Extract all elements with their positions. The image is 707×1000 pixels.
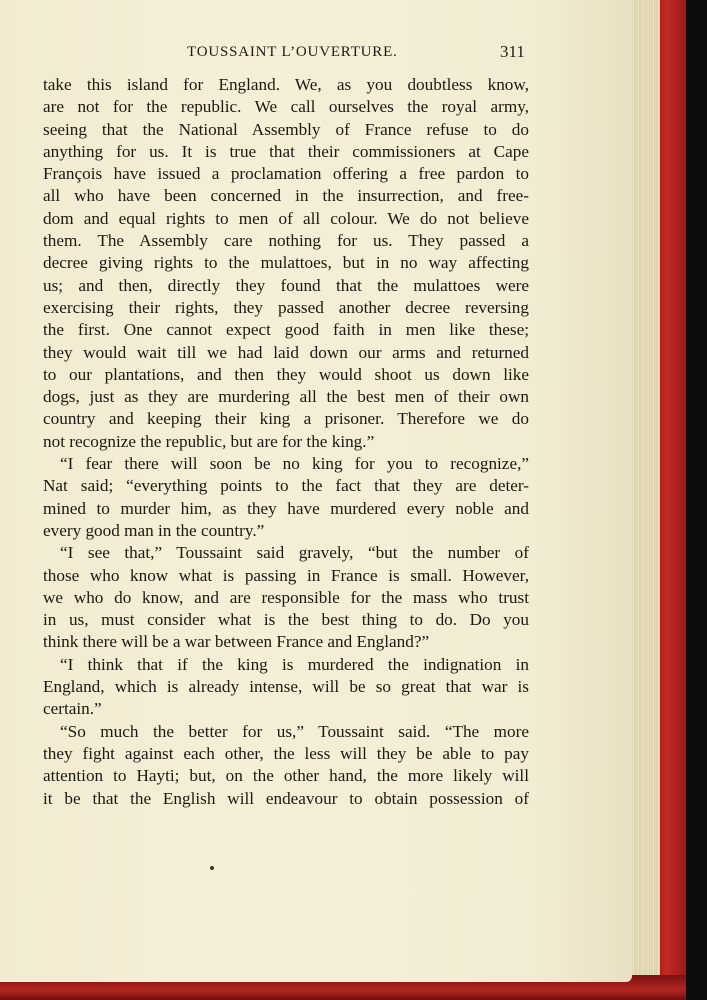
text-line: think there will be a war between France and England?” (43, 632, 430, 652)
text-line: take this island for England. We, as you doubtless know, (43, 75, 529, 94)
body-text (43, 74, 529, 810)
text-line: the first. One cannot expect good faith in men like these; (43, 320, 529, 340)
text-line: we who do know, and are responsible for the mass who trust (43, 587, 529, 607)
text-line: attention to Hayti; but, on the other hand, the more likely will (43, 766, 529, 786)
text-line: not recognize the republic, but are for the king.” (43, 431, 375, 451)
text-line: they would wait till we had laid down our arms and returned (43, 342, 529, 362)
text-line: dogs, just as they are murdering all the best men of their own (43, 387, 529, 407)
text-line: are not for the republic. We call ourselves the royal army, (43, 97, 529, 117)
text-line: they fight against each other, the less will they be able to pay (43, 743, 529, 763)
text-line: decree giving rights to the mulattoes, but in no way affecting (43, 253, 529, 273)
running-title: TOUSSAINT L’OUVERTURE. (187, 44, 398, 60)
text-line: “I think that if the king is murdered the indignation in (60, 654, 529, 674)
text-line: “I see that,” Toussaint said gravely, “but the number of (60, 543, 529, 563)
text-line: in us, must consider what is the best thing to do. Do you (43, 610, 529, 630)
text-line: us; and then, directly they found that the mulattoes were (43, 275, 529, 295)
text-line: “I fear there will soon be no king for you to recognize,” (60, 454, 529, 474)
text-line: those who know what is passing in France is small. However, (43, 565, 529, 585)
text-line: mined to murder him, as they have murdered every noble and (43, 498, 529, 518)
text-line: them. The Assembly care nothing for us. They passed a (43, 231, 529, 251)
text-line: anything for us. It is true that their commissioners at Cape (43, 141, 529, 161)
text-line: François have issued a proclamation offering a free pardon to (43, 164, 529, 184)
text-line: exercising their rights, they passed another decree reversing (43, 297, 529, 317)
text-line: every good man in the country.” (43, 520, 265, 540)
text-line: to our plantations, and then they would shoot us down like (43, 364, 529, 384)
text-line: “So much the better for us,” Toussaint said. “The more (60, 721, 529, 741)
text-line: England, which is already intense, will be so great that war is (43, 677, 529, 697)
text-line: country and keeping their king a prisoner. Therefore we do (43, 409, 529, 429)
text-line: seeing that the National Assembly of France refuse to do (43, 119, 529, 139)
page-number: 311 (500, 42, 525, 61)
text-line: certain.” (43, 699, 102, 719)
text-line: all who have been concerned in the insurrection, and free- (43, 186, 529, 206)
text-line: it be that the English will endeavour to obtain possession of (43, 788, 529, 808)
text-line: dom and equal rights to men of all colour. We do not believe (43, 208, 529, 228)
running-head (0, 42, 632, 66)
ink-speck (210, 866, 214, 870)
text-line: Nat said; “everything points to the fact that they are deter- (43, 476, 529, 496)
